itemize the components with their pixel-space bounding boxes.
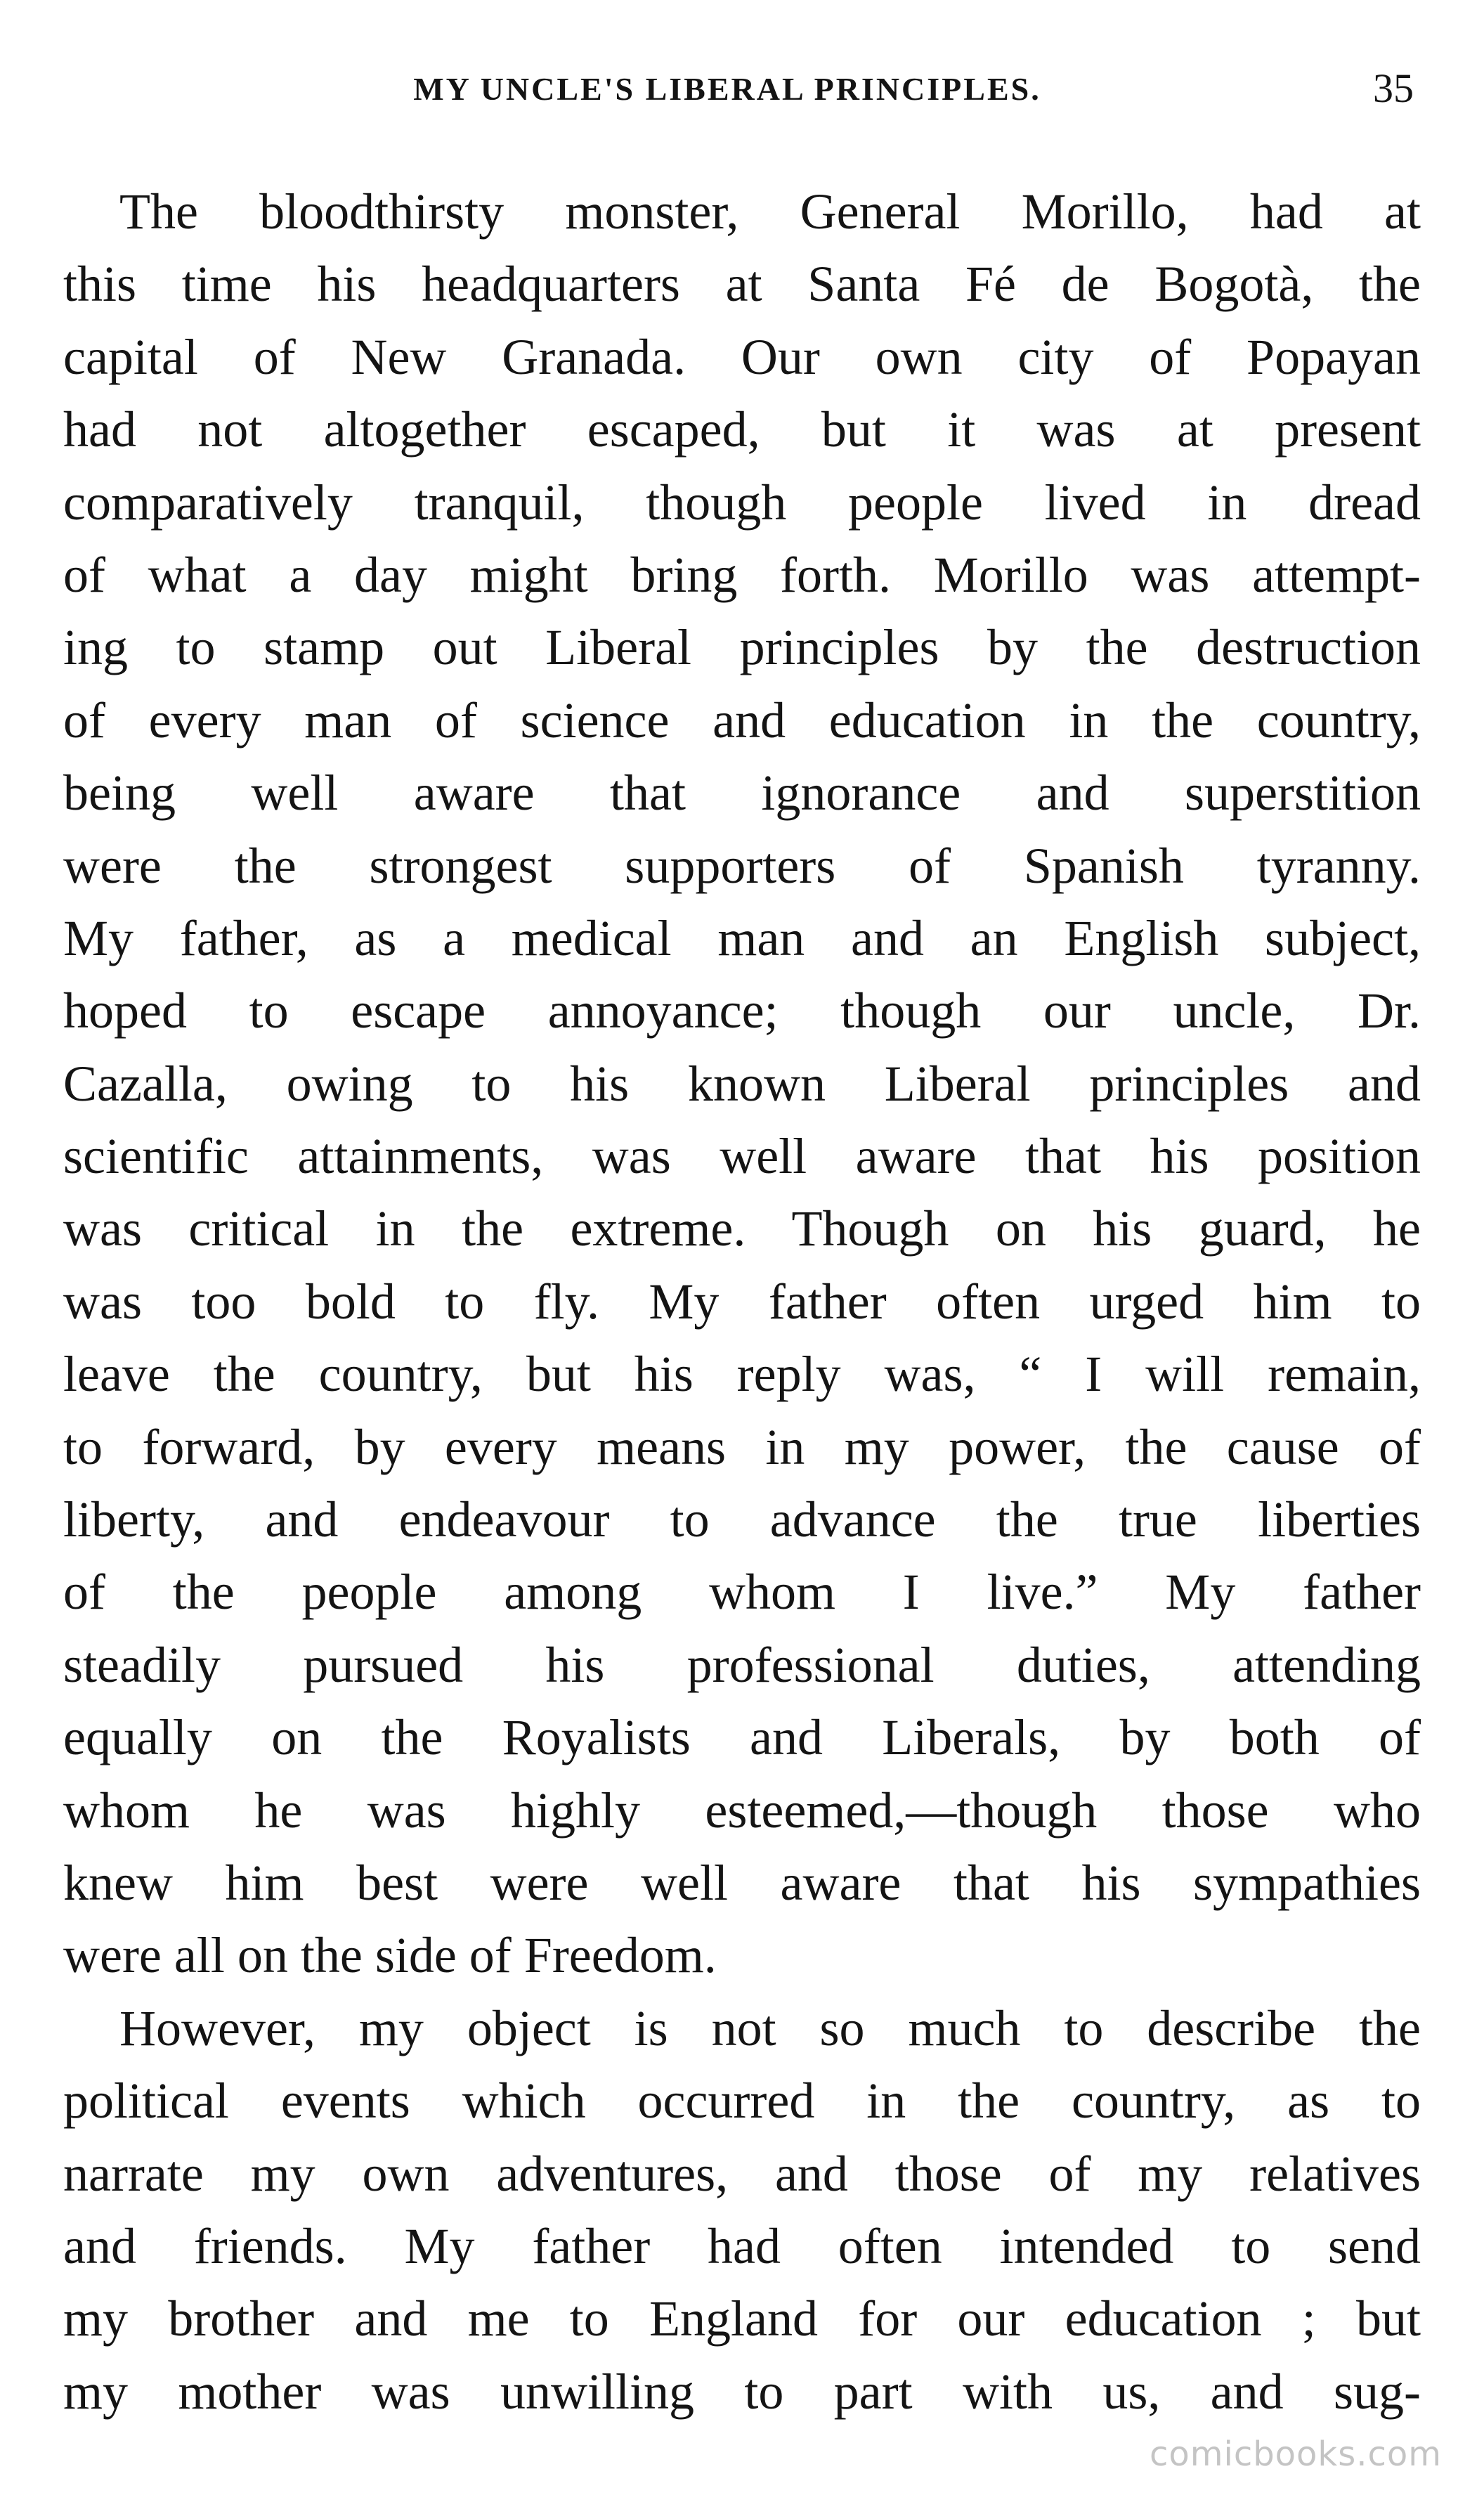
text-line: of what a day might bring forth. Morillo was attempt- <box>63 546 1421 603</box>
body-text <box>63 176 1421 2428</box>
text-line: My father, as a medical man and an English subject, <box>63 909 1421 966</box>
text-line: of every man of science and education in the country, <box>63 692 1421 748</box>
text-line: capital of New Granada. Our own city of Popayan <box>63 328 1421 385</box>
text-line: narrate my own adventures, and those of my relatives <box>63 2145 1421 2202</box>
text-line: were all on the side of Freedom. <box>63 1927 717 1984</box>
running-head: MY UNCLE'S LIBERAL PRINCIPLES. <box>413 71 1041 107</box>
text-line: leave the country, but his reply was, “ I will remain, <box>63 1346 1421 1403</box>
text-line: whom he was highly esteemed,—though those who <box>63 1782 1421 1839</box>
text-line: ing to stamp out Liberal principles by the destruction <box>63 619 1421 676</box>
text-line: being well aware that ignorance and superstition <box>63 765 1421 822</box>
text-line: was critical in the extreme. Though on his guard, he <box>63 1200 1421 1257</box>
text-line: my mother was unwilling to part with us, and sug- <box>63 2363 1421 2420</box>
text-line: scientific attainments, was well aware that his position <box>63 1128 1421 1185</box>
text-line: were the strongest supporters of Spanish tyranny. <box>63 837 1421 894</box>
text-line: of the people among whom I live.” My father <box>63 1564 1421 1621</box>
text-line: had not altogether escaped, but it was at present <box>63 401 1421 458</box>
text-line: and friends. My father had often intended to send <box>63 2217 1421 2274</box>
watermark: comicbooks.com <box>1149 2435 1442 2474</box>
text-line: equally on the Royalists and Liberals, by both of <box>63 1709 1421 1766</box>
text-line: liberty, and endeavour to advance the true liberties <box>63 1491 1421 1548</box>
text-line: The bloodthirsty monster, General Morillo, had at <box>119 183 1421 240</box>
text-line: steadily pursued his professional duties, attending <box>63 1636 1421 1693</box>
page-number: 35 <box>1373 65 1414 111</box>
text-line: hoped to escape annoyance; though our uncle, Dr. <box>63 983 1421 1039</box>
text-line: Cazalla, owing to his known Liberal principles and <box>63 1055 1421 1112</box>
text-line: However, my object is not so much to describe the <box>119 1999 1421 2056</box>
text-line: political events which occurred in the country, as to <box>63 2073 1421 2130</box>
text-line: comparatively tranquil, though people lived in dread <box>63 474 1421 531</box>
text-line: was too bold to fly. My father often urged him to <box>63 1273 1421 1330</box>
text-line: to forward, by every means in my power, the cause of <box>63 1418 1421 1475</box>
text-line: knew him best were well aware that his sympathies <box>63 1854 1421 1911</box>
text-line: my brother and me to England for our education ; but <box>63 2290 1421 2347</box>
text-line: this time his headquarters at Santa Fé de Bogotà, the <box>63 256 1421 313</box>
